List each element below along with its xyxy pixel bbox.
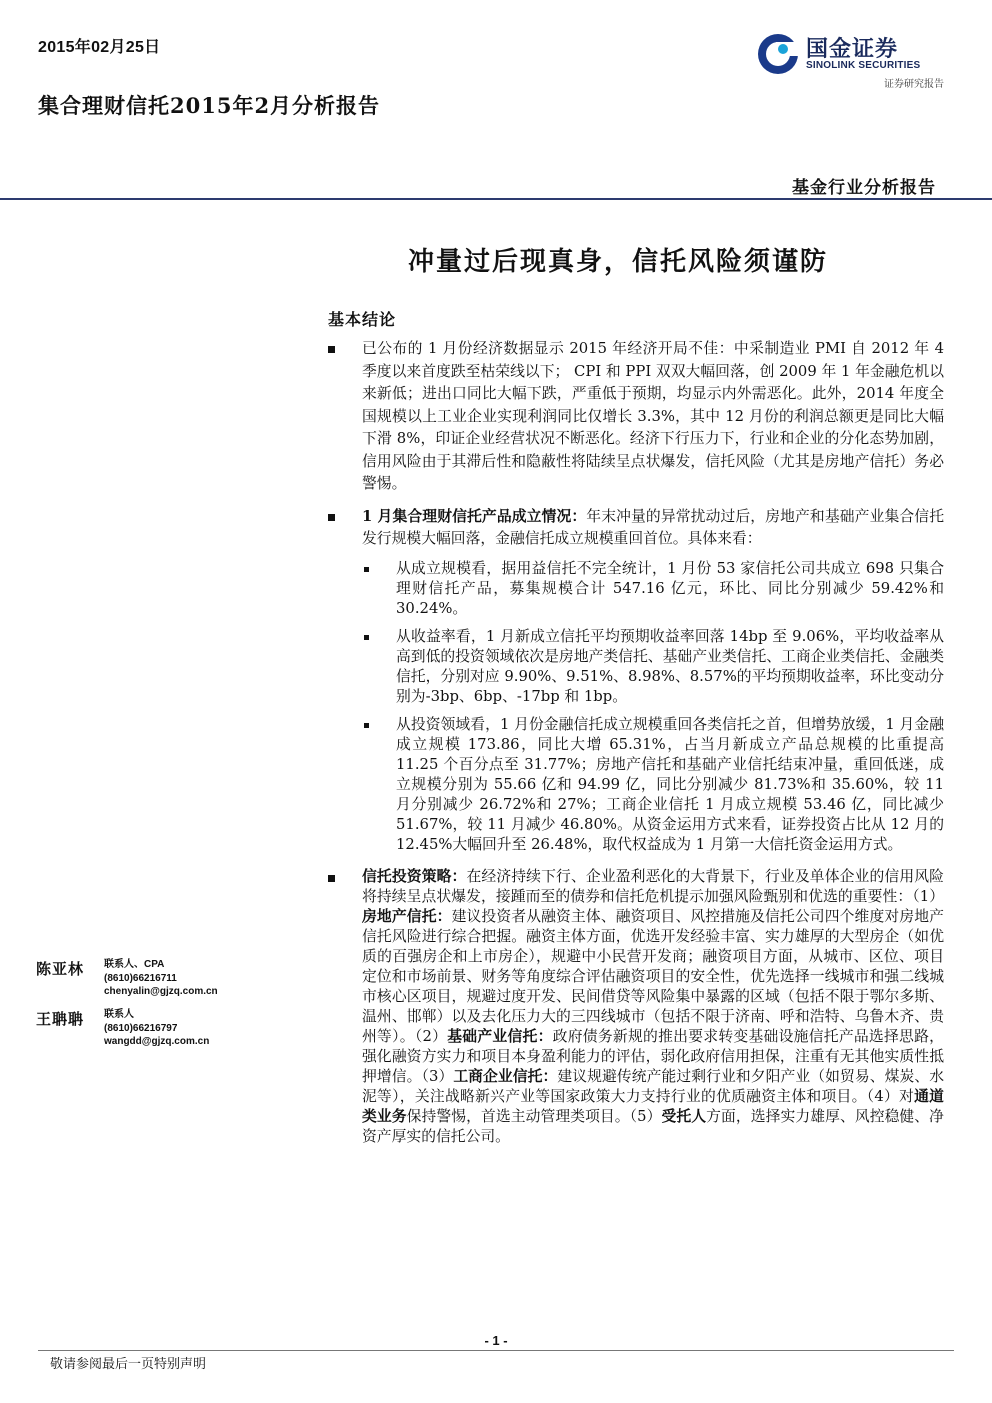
bullet-text: 1 月集合理财信托产品成立情况：年末冲量的异常扰动过后，房地产和基础产业集合信托发行规模大幅回落，金融信托成立规模重回首位。具体来看： bbox=[362, 507, 944, 547]
sub-bullet-item bbox=[326, 559, 944, 619]
sub-bullet-text: 从收益率看，1 月新成立信托平均预期收益率回落 14bp 至 9.06%，平均收益率从高到低的投资领域依次是房地产类信托、基础产业类信托、工商企业类信托、金融类信托，分别对应 9.90%、9.51%、8.98%、8.57%的平均预期收益率，环比变动分别为-3bp、6bp、-17bp 和 1bp。 bbox=[396, 627, 944, 705]
square-bullet-icon bbox=[328, 875, 335, 882]
bullet-text: 信托投资策略：在经济持续下行、企业盈利恶化的大背景下，行业及单体企业的信用风险将持续呈点状爆发，接踵而至的债券和信托危机提示加强风险甄别和优选的重要性：（1）房地产信托：建议投资者从融资主体、融资项目、风控措施及信托公司四个维度对房地产信托风险进行综合把握。融资主体方面，优选开发经验丰富、实力雄厚的大型房企（如优质的百强房企和上市房企），规避中小民营开发商；融资项目方面，从城市、区位、项目定位和市场前景、财务等角度综合评估融资项目的安全性，优先选择一线城市和强二线城市核心区项目，规避过度开发、民间借贷等风险集中暴露的区域（包括不限于鄂尔多斯、温州、邯郸）以及去化压力大的三四线城市（包括不限于济南、呼和浩特、乌鲁木齐、贵州等）。（2）基础产业信托：政府债务新规的推出要求转变基础设施信托产品选择思路，强化融资方实力和项目本身盈利能力的评估，弱化政府信用担保，注重有无其他实质性抵押增信。（3）工商企业信托：建议规避传统产能过剩行业和夕阳产业（如贸易、煤炭、水泥等），关注战略新兴产业等国家政策大力支持行业的优质融资主体和项目。（4）对通道类业务保持警惕，首选主动管理类项目。（5）受托人方面，选择实力雄厚、风控稳健、净资产厚实的信托公司。 bbox=[362, 867, 944, 1145]
bullet-item bbox=[326, 338, 944, 496]
company-logo bbox=[756, 30, 952, 92]
square-bullet-icon bbox=[328, 514, 335, 521]
small-square-bullet-icon bbox=[364, 723, 369, 728]
analyst-role: 联系人、CPA bbox=[104, 959, 165, 970]
headline: 冲量过后现真身，信托风险须谨防 bbox=[408, 247, 829, 277]
footer-divider bbox=[38, 1350, 954, 1351]
sub-bullet-text: 从投资领域看，1 月份金融信托成立规模重回各类信托之首，但增势放缓，1 月金融成立规模 173.86，同比大增 65.31%，占当月新成立产品总规模的比重提高 11.25 个百分点至 31.77%；房地产信托和基础产业信托结束冲量，重回低迷，成立规模分别为 55.66 亿和 94.99 亿，同比分别减少 81.73%和 35.60%，较 11 月分别减少 26.72%和 27%；工商企业信托 1 月成立规模 53.46 亿，同比减少 51.67%，较 11 月减少 46.80%。从资金运用方式来看，证券投资占比从 12 月的 12.45%大幅回升至 26.48%，取代权益成为 1 月第一大信托资金运用方式。 bbox=[396, 715, 944, 853]
sub-bullet-item bbox=[326, 715, 944, 855]
bullet-text: 已公布的 1 月份经济数据显示 2015 年经济开局不佳：中采制造业 PMI 自 2012 年 4 季度以来首度跌至枯荣线以下； CPI 和 PPI 双双大幅回落，创 2009 年 1 年金融危机以来新低；进出口同比大幅下跌，严重低于预期，均显示内外需恶化。此外，2014 年度全国规模以上工业企业实现利润同比仅增长 3.3%，其中 12 月份的利润总额更是同比大幅下滑 8%，印证企业经营状况不断恶化。经济下行压力下，行业和企业的分化态势加剧，信用风险由于其滞后性和隐蔽性将陆续呈点状爆发，信托风险（尤其是房地产信托）务必警惕。 bbox=[362, 340, 944, 492]
analyst-name: 陈亚林 bbox=[36, 960, 85, 978]
report-category: 基金行业分析报告 bbox=[792, 178, 936, 198]
analyst-info bbox=[104, 958, 284, 999]
small-square-bullet-icon bbox=[364, 635, 369, 640]
section-title: 基本结论 bbox=[328, 310, 397, 329]
analyst-email[interactable]: chenyalin@gjzq.com.cn bbox=[104, 986, 218, 997]
bullet-item bbox=[326, 506, 944, 551]
report-date: 2015年02月25日 bbox=[38, 39, 161, 56]
analyst-phone: (8610)66216797 bbox=[104, 1022, 178, 1034]
analyst-email[interactable]: wangdd@gjzq.com.cn bbox=[104, 1036, 210, 1047]
page-number: - 1 - bbox=[484, 1333, 508, 1348]
sub-bullet-item bbox=[326, 627, 944, 707]
footer-disclaimer: 敬请参阅最后一页特别声明 bbox=[50, 1357, 207, 1372]
report-title: 集合理财信托2015年2月分析报告 bbox=[38, 93, 381, 118]
analyst-info bbox=[104, 1008, 284, 1049]
logo-name-cn: 国金证券 bbox=[806, 37, 899, 62]
bullet-item bbox=[326, 867, 944, 1147]
bullet-heading: 信托投资策略： bbox=[362, 867, 467, 885]
conclusion-body bbox=[326, 338, 944, 1157]
small-square-bullet-icon bbox=[364, 567, 369, 572]
analyst-name: 王聃聃 bbox=[36, 1010, 85, 1028]
sinolink-logo-icon bbox=[756, 32, 800, 76]
analyst-phone: (8610)66216711 bbox=[104, 972, 177, 984]
analyst-role: 联系人 bbox=[104, 1009, 134, 1020]
logo-subtitle: 证券研究报告 bbox=[884, 79, 944, 90]
square-bullet-icon bbox=[328, 346, 335, 353]
header-divider bbox=[0, 198, 992, 200]
logo-name-en: SINOLINK SECURITIES bbox=[806, 60, 921, 71]
sub-bullet-text: 从成立规模看，据用益信托不完全统计，1 月份 53 家信托公司共成立 698 只集合理财信托产品，募集规模合计 547.16 亿元，环比、同比分别减少 59.42%和30.24%。 bbox=[396, 559, 944, 617]
bullet-heading: 1 月集合理财信托产品成立情况： bbox=[362, 507, 587, 525]
